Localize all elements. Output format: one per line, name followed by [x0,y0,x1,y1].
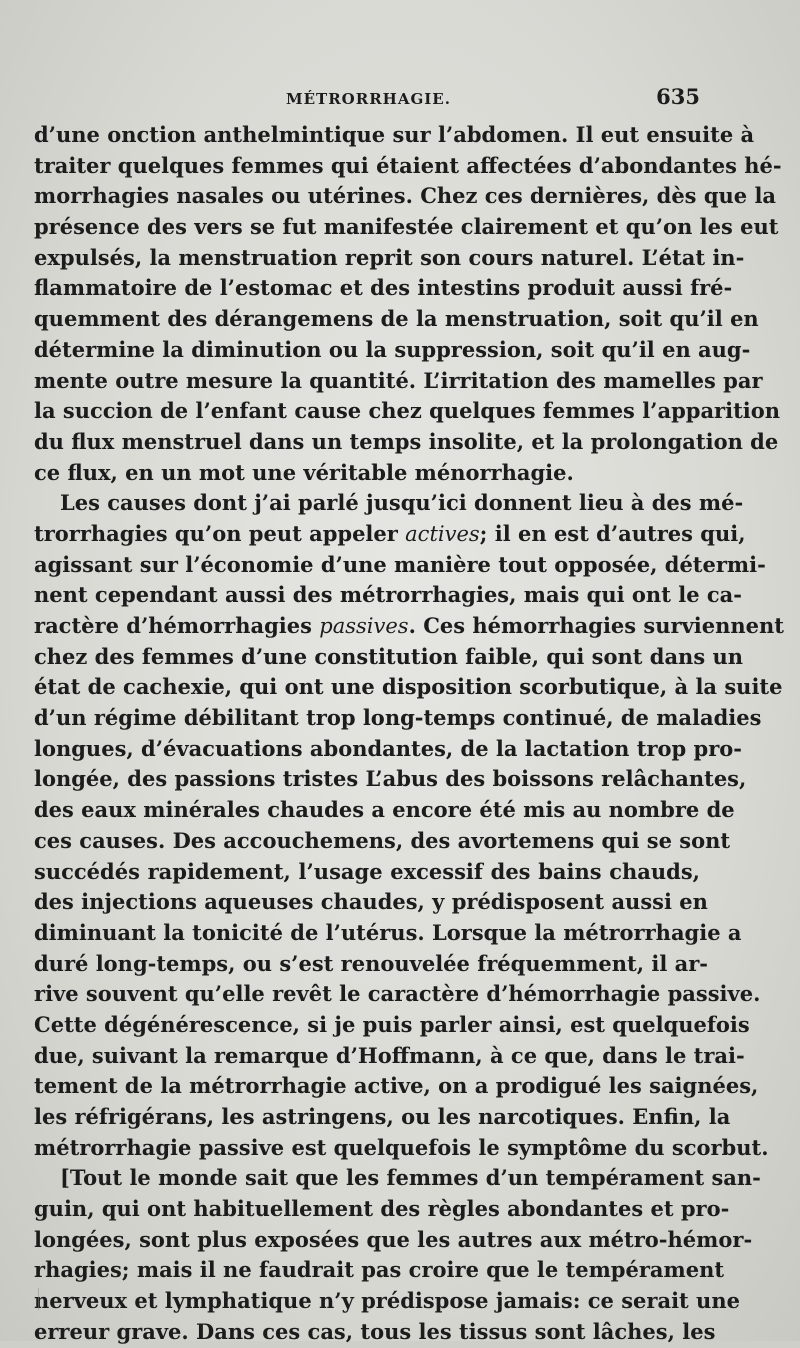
text-line: diminuant la tonicité de l’utérus. Lorsque la métrorrhagie a [34,919,742,945]
text-line: présence des vers se fut manifestée clairement et qu’on les eut [34,214,779,240]
text-line: due, suivant la remarque d’Hoffmann, à ce que, dans le trai- [34,1042,745,1068]
text-line: les réfrigérans, les astringens, ou les narcotiques. Enfin, la [34,1104,731,1129]
paragraph [34,1163,761,1347]
text-line: quemment des dérangemens de la menstruation, soit qu’il en [34,306,759,332]
text-line: erreur grave. Dans ces cas, tous les tissus sont lâches, les [34,1318,716,1344]
text-line: longée, des passions tristes L’abus des boissons relâchantes, [34,766,747,792]
body-text [34,120,784,1348]
text-line: traiter quelques femmes qui étaient affectées d’abondantes hé- [34,152,782,178]
text-line: des injections aqueuses chaudes, y prédisposent aussi en [34,889,708,915]
running-head: MÉTRORRHAGIE. [286,90,451,108]
text-line: rhagies; mais il ne faudrait pas croire que le tempérament [34,1257,725,1283]
text-line: état de cachexie, qui ont une disposition scorbutique, à la suite [34,674,783,700]
text-line: détermine la diminution ou la suppression, soit qu’il en aug- [34,336,751,362]
text-line: duré long-temps, ou s’est renouvelée fréquemment, il ar- [34,950,709,976]
text-line: ce flux, en un mot une véritable ménorrhagie. [34,459,574,485]
text-line: métrorrhagie passive est quelquefois le symptôme du scorbut. [34,1134,769,1160]
page-edge-mark [38,1288,45,1310]
text-line: rive souvent qu’elle revêt le caractère d’hémorrhagie passive. [34,981,761,1007]
italic-term: passives [319,614,409,638]
paragraph [34,120,782,488]
text-line: nerveux et lymphatique n’y prédispose jamais: ce serait une [34,1288,740,1314]
page-number: 635 [656,84,700,109]
page-header [34,84,700,124]
text-line: trorrhagies qu’on peut appeler actives; il en est d’autres qui, [34,520,746,546]
text-line: des eaux minérales chaudes a encore été mis au nombre de [34,797,735,823]
text-line: flammatoire de l’estomac et des intestins produit aussi fré- [34,275,733,301]
text-line: ractère d’hémorrhagies passives. Ces hémorrhagies surviennent [34,613,784,638]
text-line: chez des femmes d’une constitution faible, qui sont dans un [34,643,743,669]
text-line: la succion de l’enfant cause chez quelques femmes l’apparition [34,398,781,424]
text-line: [Tout le monde sait que les femmes d’un tempérament san- [60,1165,761,1191]
text-line: succédés rapidement, l’usage excessif des bains chauds, [34,858,700,884]
italic-term: actives [405,521,480,546]
text-line: expulsés, la menstruation reprit son cours naturel. L’état in- [34,244,745,270]
text-line: morrhagies nasales ou utérines. Chez ces dernières, dès que la [34,183,777,209]
text-line: mente outre mesure la quantité. L’irritation des mamelles par [34,367,763,393]
text-line: du flux menstruel dans un temps insolite, et la prolongation de [34,428,779,454]
text-line: longées, sont plus exposées que les autres aux métro-hémor- [34,1226,753,1252]
text-line: nent cependant aussi des métrorrhagies, mais qui ont le ca- [34,582,742,608]
text-line: d’une onction anthelmintique sur l’abdomen. Il eut ensuite à [34,122,755,147]
text-line: longues, d’évacuations abondantes, de la lactation trop pro- [34,735,742,761]
text-line: Cette dégénérescence, si je puis parler ainsi, est quelquefois [34,1011,750,1037]
paragraph [34,488,784,1163]
text-line: agissant sur l’économie d’une manière tout opposée, détermi- [34,551,766,577]
text-line: guin, qui ont habituellement des règles abondantes et pro- [34,1196,730,1222]
text-line: ces causes. Des accouchemens, des avortemens qui se sont [34,827,731,853]
text-line: d’un régime débilitant trop long-temps continué, de maladies [34,705,762,731]
text-line: tement de la métrorrhagie active, on a prodigué les saignées, [34,1073,759,1099]
text-line: Les causes dont j’ai parlé jusqu’ici donnent lieu à des mé- [60,490,744,516]
